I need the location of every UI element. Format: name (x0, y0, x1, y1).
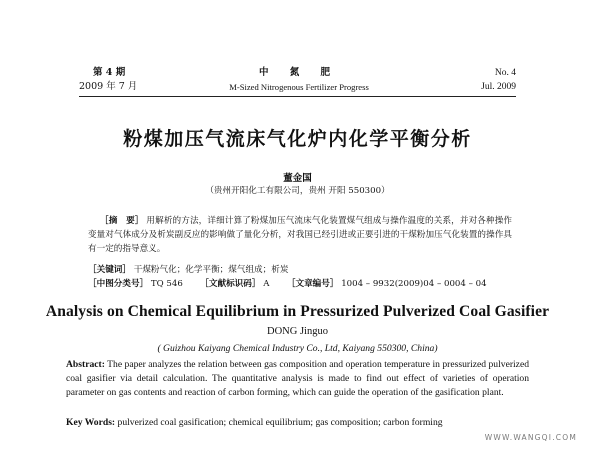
clc-label: ［中图分类号］ (88, 279, 149, 289)
title-cn: 粉煤加压气流床气化炉内化学平衡分析 (123, 128, 472, 150)
abstract-cn (88, 214, 512, 256)
abstract-en-label: Abstract: (66, 359, 105, 370)
clc-value: TQ 546 (150, 279, 183, 289)
keywords-en-label: Key Words: (66, 417, 116, 428)
issue-date-cn: 2009 年 7 月 (79, 81, 138, 92)
author-cn: 董金国 (283, 173, 312, 184)
title-en: Analysis on Chemical Equilibrium in Pressurized Pulverized Coal Gasifier (45, 303, 550, 320)
running-header-center (199, 66, 399, 94)
article-no-value: 1004 – 9932(2009)04 – 0004 – 04 (341, 279, 487, 289)
running-header-right (406, 66, 516, 94)
affiliation-cn: （贵州开阳化工有限公司，贵州 开阳 550300） (205, 186, 390, 196)
keywords-cn-text: 干煤粉气化；化学平衡；煤气组成；析炭 (133, 265, 289, 275)
journal-name-cn: 中 氮 肥 (258, 67, 340, 78)
classification-cn (88, 278, 512, 291)
article-no-label: ［文章编号］ (286, 279, 339, 289)
doc-code-value: A (263, 279, 270, 289)
abstract-en (66, 358, 529, 401)
issue-number-en: No. 4 (494, 68, 516, 78)
header-rule (79, 96, 516, 97)
watermark: WWW.WANGQI.COM (484, 433, 577, 442)
running-header (79, 66, 516, 96)
author-en: DONG Jinguo (267, 326, 328, 337)
keywords-cn (88, 264, 512, 277)
journal-name-en: M-Sized Nitrogenous Fertilizer Progress (229, 82, 369, 92)
abstract-cn-text: 用解析的方法，详细计算了粉煤加压气流床气化装置煤气组成与操作温度的关系，并对各种操作变量对气体成分及析炭副反应的影响做了量化分析，对我国已经引进或正要引进的干煤粉加压气化装置的操作具有一定的指导意义。 (88, 216, 512, 254)
keywords-en-text: pulverized coal gasification; chemical equilibrium; gas composition; carbon forming (115, 417, 443, 428)
keywords-cn-label: ［关键词］ (88, 265, 131, 275)
issue-number-cn: 第 4 期 (93, 67, 126, 78)
doc-code-label: ［文献标识码］ (200, 279, 261, 289)
abstract-en-text: The paper analyzes the relation between gas composition and operation temperature in pressurized pulverized coal gasifier via detail calculation. The quantitative analysis is made to find out effect of varieties of operation parameter on gas contents and reaction of carbon forming, which can guide the operation of the gasification plant. (66, 359, 529, 399)
abstract-cn-label: ［摘 要］ (100, 216, 144, 226)
running-header-left (79, 66, 199, 94)
issue-date-en: Jul. 2009 (481, 82, 516, 92)
keywords-en (66, 416, 529, 430)
affiliation-en: ( Guizhou Kaiyang Chemical Industry Co., Ltd, Kaiyang 550300, China) (157, 343, 438, 354)
